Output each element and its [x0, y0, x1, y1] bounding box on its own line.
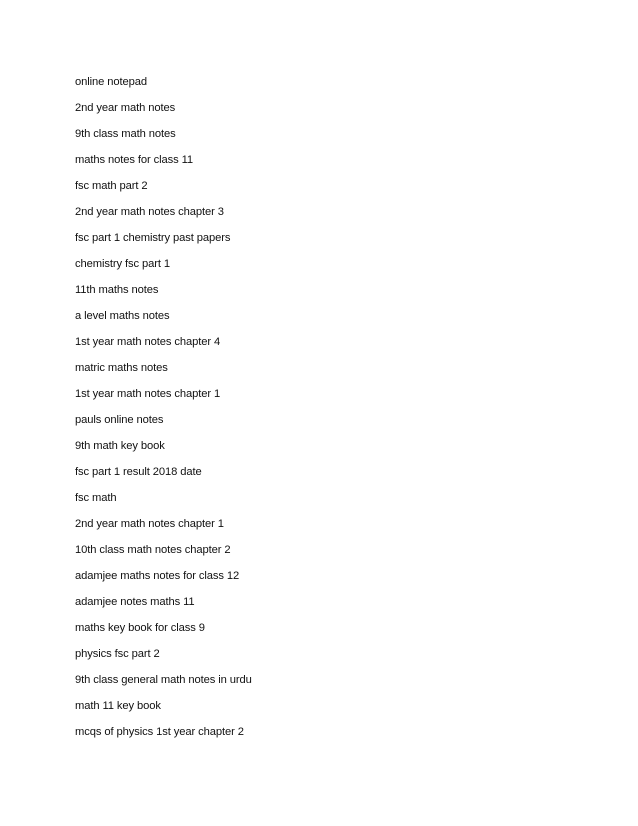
list-item: maths key book for class 9: [75, 622, 205, 634]
list-item: chemistry fsc part 1: [75, 258, 170, 270]
list-item: maths notes for class 11: [75, 154, 194, 166]
list-item: mcqs of physics 1st year chapter 2: [75, 726, 244, 738]
keyword-list: [75, 74, 595, 750]
list-item: fsc part 1 result 2018 date: [75, 466, 202, 478]
list-item: 9th class math notes: [75, 128, 176, 140]
list-item: pauls online notes: [75, 414, 164, 426]
list-item: 10th class math notes chapter 2: [75, 544, 231, 556]
list-item: 1st year math notes chapter 1: [75, 388, 221, 400]
list-item: online notepad: [75, 76, 148, 88]
list-item: physics fsc part 2: [75, 648, 160, 660]
list-item: fsc math part 2: [75, 180, 148, 192]
list-item: adamjee maths notes for class 12: [75, 570, 240, 582]
list-item: math 11 key book: [75, 700, 161, 712]
list-item: fsc part 1 chemistry past papers: [75, 232, 231, 244]
list-item: 9th class general math notes in urdu: [75, 674, 252, 686]
list-item: a level maths notes: [75, 310, 170, 322]
list-item: adamjee notes maths 11: [75, 596, 195, 608]
list-item: 9th math key book: [75, 440, 165, 452]
list-item: 11th maths notes: [75, 284, 159, 296]
list-item: fsc math: [75, 492, 117, 504]
list-item: 2nd year math notes chapter 3: [75, 206, 224, 218]
list-item: 1st year math notes chapter 4: [75, 336, 221, 348]
list-item: 2nd year math notes: [75, 102, 176, 114]
list-item: matric maths notes: [75, 362, 168, 374]
list-item: 2nd year math notes chapter 1: [75, 518, 224, 530]
